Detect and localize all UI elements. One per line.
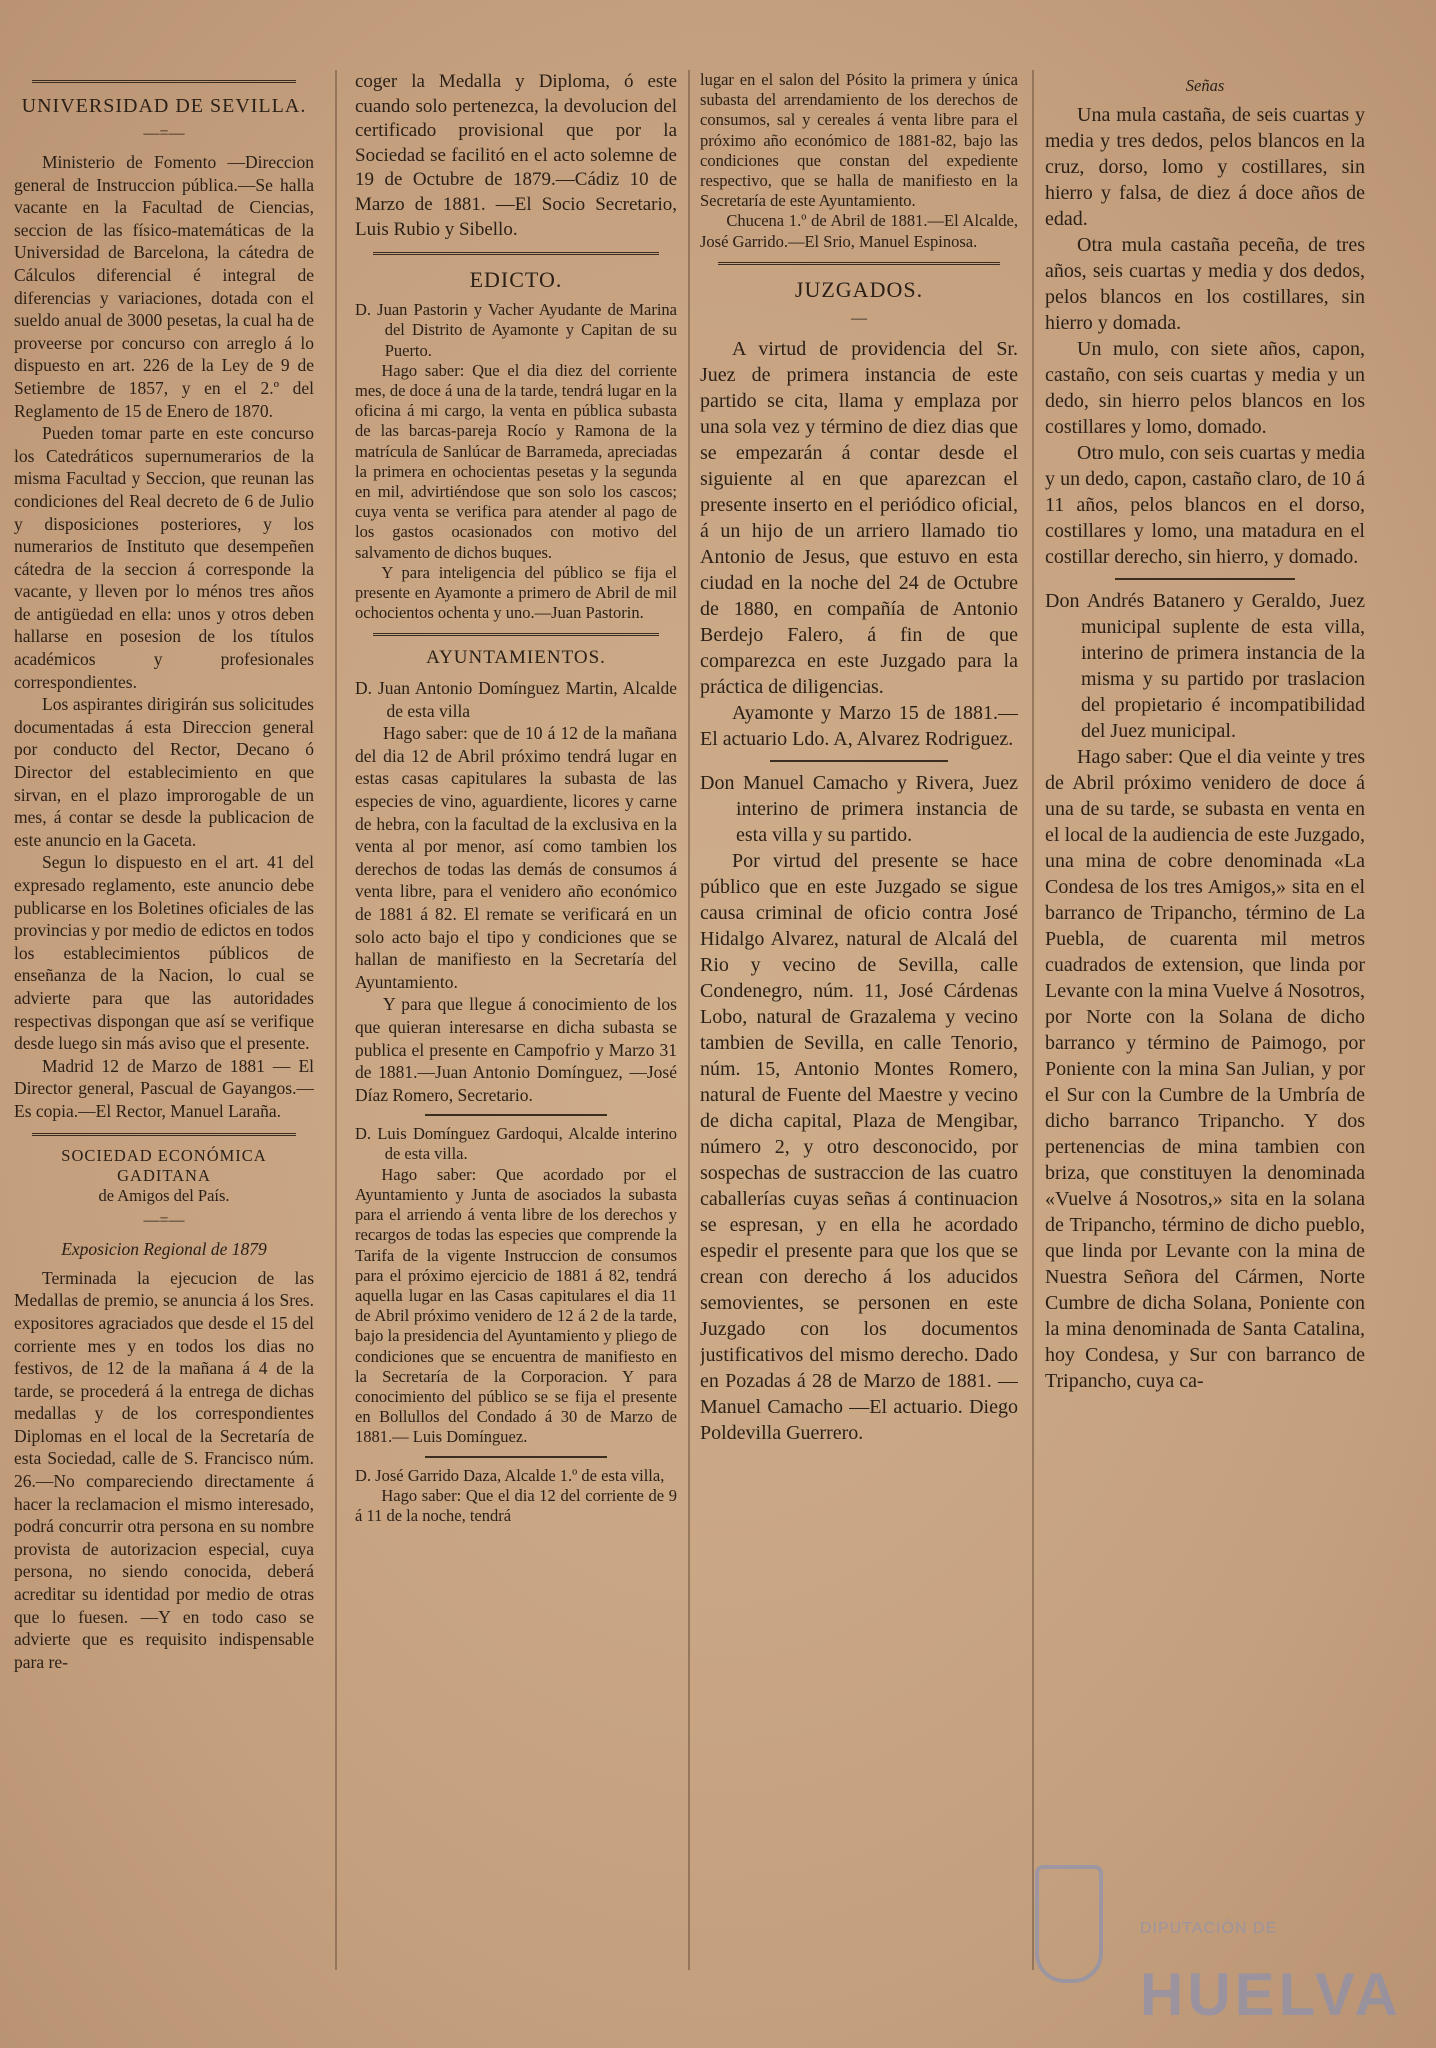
paragraph: D. Juan Pastorin y Vacher Ayudante de Marina del Distrito de Ayamonte y Capitan de su Puerto. xyxy=(355,300,677,360)
heading-dash: —=— xyxy=(143,1212,185,1230)
paragraph: A virtud de providencia del Sr. Juez de primera instancia de este partido se cita, llama y emplaza por una sola vez y término de diez dias que se empezarán á contar desde el siguiente al en que aparezcan el presente inserto en el periódico oficial, á un hijo de un arriero llamado tio Antonio de Jesus, que estuvo en esta ciudad en la noche del 24 de Octubre de 1880, en compañía de Antonio Berdejo Falero, á fin de que comparezca en este Juzgado para la práctica de diligencias. xyxy=(700,337,1018,698)
section-rule xyxy=(32,1133,296,1136)
column-4 xyxy=(1045,70,1365,2045)
paragraph: Por virtud del presente se hace público que en este Juzgado se sigue causa criminal de oficio contra José Hidalgo Alvarez, natural de Alcalá del Rio y vecino de Sevilla, calle Condenegro, núm. 11, José Cárdenas Lobo, natural de Grazalema y vecino tambien de Sevilla, en calle Tenorio, núm. 15, Antonio Montes Romero, natural de Fuente del Maestre y vecino de dicha capital, Plaza de Mengibar, número 2, y otro desconocido, por sospechas de sustraccion de las cuatro caballerías cuyas señas á continuacion se espresan, y en ella he acordado espedir el presente para que los que se crean con derecho á los aducidos semovientes, se personen en este Juzgado con los documentos justificativos del mismo derecho. Dado en Pozadas á 28 de Marzo de 1881. —Manuel Camacho —El actuario. Diego Poldevilla Guerrero. xyxy=(700,849,1018,1444)
heading-juzgados: JUZGADOS. xyxy=(794,276,924,302)
heading-ayuntamientos: AYUNTAMIENTOS. xyxy=(426,647,606,669)
shield-icon xyxy=(1035,1865,1103,1983)
paragraph: Otro mulo, con seis cuartas y media y un dedo, capon, castaño claro, de 10 á 11 años, pelos blancos en el dorso, costillares y lomo, una matadura en el costillar derecho, sin hierro, y domado. xyxy=(1045,442,1365,569)
paragraph: Un mulo, con siete años, capon, castaño, con seis cuartas y media y un dedo, sin hierro pelos blancos en los costillares y lomo, domado. xyxy=(1045,338,1365,439)
heading-dash: — xyxy=(851,309,867,327)
section-rule xyxy=(32,80,296,83)
column-rule xyxy=(335,70,337,1970)
paragraph: Ayamonte y Marzo 15 de 1881.—El actuario Ldo. A, Alvarez Rodriguez. xyxy=(700,701,1018,750)
paragraph: Terminada la ejecucion de las Medallas de premio, se anuncia á los Sres. expositores agraciados que desde el 15 del corriente mes y en todos los dias no festivos, de 12 de la mañana á 4 de la tarde, se procederá á la entrega de dichas medallas y de los correspondientes Diplomas en el local de la Secretaría de esta Sociedad, calle de S. Francisco núm. 26.—No compareciendo directamente á hacer la reclamacion el mismo interesado, podrá concurrir otra persona en su nombre provista de autorizacion especial, cuya persona, no siendo conocida, deberá acreditar su identidad por medio de otras que lo fuesen. —Y en todo caso se advierte que es requisito indispensable para re- xyxy=(14,1267,314,1672)
paragraph: coger la Medalla y Diploma, ó este cuando solo pertenezca, la devolucion del certificado provisional que por la Sociedad se facilitó en el acto solemne de 19 de Octubre de 1879.—Cádiz 10 de Marzo de 1881. —El Socio Secretario, Luis Rubio y Sibello. xyxy=(355,71,677,240)
column-3 xyxy=(700,70,1018,2045)
paragraph: Y para inteligencia del público se fija el presente en Ayamonte a primero de Abril de mil ochocientos ochenta y uno.—Juan Pastorin. xyxy=(355,562,677,623)
section-rule xyxy=(373,633,659,636)
paragraph: Ministerio de Fomento —Direccion general de Instruccion pública.—Se halla vacante en la Facultad de Ciencias, seccion de las físico-matemáticas de la Universidad de Barcelona, la cátedra de Cálculos diferencial é integral de diferencias y variaciones, dotada con el sueldo anual de 3000 pesetas, la cual ha de proveerse por concurso con arreglo á lo dispuesto en art. 226 de la Ley de 9 de Setiembre de 1857, y en el 2.º del Reglamento de 15 de Enero de 1870. xyxy=(14,152,314,421)
heading-edicto: EDICTO. xyxy=(469,267,563,293)
paragraph: Hago saber: Que el dia 12 del corriente de 9 á 11 de la noche, tendrá xyxy=(355,1485,677,1525)
paragraph: Don Andrés Batanero y Geraldo, Juez municipal suplente de esta villa, interino de primera instancia de la misma y su partido por traslacion del propietario é incompatibilidad del Juez municipal. xyxy=(1045,590,1365,743)
paragraph: Madrid 12 de Marzo de 1881 — El Director general, Pascual de Gayangos.—Es copia.—El Rector, Manuel Laraña. xyxy=(14,1055,314,1121)
heading-universidad: UNIVERSIDAD DE SEVILLA. xyxy=(21,95,307,117)
section-rule xyxy=(1115,578,1295,580)
paragraph: Chucena 1.º de Abril de 1881.—El Alcalde, José Garrido.—El Srio, Manuel Espinosa. xyxy=(700,211,1018,251)
column-rule xyxy=(688,70,690,1970)
heading-dash: —=— xyxy=(143,125,185,142)
watermark-huelva: HUELVA xyxy=(1140,1961,1402,2028)
paragraph: Una mula castaña, de seis cuartas y media y tres dedos, pelos blancos en la cruz, dorso, lomo y costillares, sin hierro y falsa, de diez á doce años de edad. xyxy=(1045,104,1365,231)
heading-sociedad: SOCIEDAD ECONÓMICA GADITANA xyxy=(61,1145,267,1185)
paragraph: Segun lo dispuesto en el art. 41 del expresado reglamento, este anuncio debe publicarse en los Boletines oficiales de las provincias y por medio de edictos en todos los establecimientos públicos de enseñanza de la Nacion, lo cual se advierte para que las autoridades respectivas dispongan que así se verifique desde luego sin más aviso que el presente. xyxy=(14,852,314,1054)
heading-senas: Señas xyxy=(1185,76,1225,95)
paragraph: Don Manuel Camacho y Rivera, Juez interino de primera instancia de esta villa y su partido. xyxy=(700,771,1018,846)
paragraph: Y para que llegue á conocimiento de los que quieran interesarse en dicha subasta se publica el presente en Campofrio y Marzo 31 de 1881.—Juan Antonio Domínguez, —José Díaz Romero, Secretario. xyxy=(355,994,677,1105)
column-rule xyxy=(1032,70,1034,1970)
paragraph: Otra mula castaña peceña, de tres años, seis cuartas y media y dos dedos, pelos blancos en los costillares, sin hierro y domada. xyxy=(1045,234,1365,335)
column-1 xyxy=(14,70,314,2045)
column-2 xyxy=(355,70,677,2045)
paragraph: lugar en el salon del Pósito la primera y única subasta del arrendamiento de los derechos de consumos, sal y cereales á venta libre para el próximo año económico de 1881-82, bajo las condiciones que constan del expediente respectivo, que se halla de manifiesto en la Secretaría de este Ayuntamiento. xyxy=(700,70,1018,211)
heading-sociedad-sub: de Amigos del País. xyxy=(98,1185,230,1205)
section-rule xyxy=(425,1114,607,1116)
watermark-subtext: DIPUTACIÓN DE xyxy=(1140,1920,1278,1937)
section-rule xyxy=(425,1456,607,1458)
paragraph: Hago saber: que de 10 á 12 de la mañana del dia 12 de Abril próximo tendrá lugar en estas casas capitulares la subasta de las especies de vino, aguardiente, licores y carne de hebra, con la facultad de la exclusiva en la venta al por menor, así como tambien los derechos de todas las demás de consumos á venta libre, para el venidero año económico de 1881 á 82. El remate se verificará en un solo acto bajo el tipo y condiciones que se hallan de manifiesto en la Secretaría del Ayuntamiento. xyxy=(355,723,677,992)
paragraph: D. Juan Antonio Domínguez Martin, Alcalde de esta villa xyxy=(355,678,677,721)
paragraph: Pueden tomar parte en este concurso los Catedráticos supernumerarios de la misma Facultad y Seccion, que reunan las condiciones del Real decreto de 6 de Julio y disposiciones posteriores, y los numerarios de Instituto que desempeñen cátedra de la seccion á corresponde la vacante, y lleven por lo ménos tres años de antigüedad en ella: unos y otros deben hallarse en posesion de los títulos académicos y profesionales correspondientes. xyxy=(14,423,314,692)
paragraph: Hago saber: Que el dia diez del corriente mes, de doce á una de la tarde, tendrá lugar en la oficina á mi cargo, la venta en pública subasta de las barcas-pareja Rocío y Ramona de la matrícula de Sanlúcar de Barrameda, apreciadas la primera en ochocientas pesetas y la segunda en mil, advirtiéndose que son solo los cascos; cuya venta se verifica para atender al pago de los gastos ocasionados con motivo del salvamento de dichos buques. xyxy=(355,360,677,562)
section-rule xyxy=(373,252,659,255)
heading-exposicion: Exposicion Regional de 1879 xyxy=(61,1239,267,1260)
paragraph: D. Luis Domínguez Gardoqui, Alcalde interino de esta villa. xyxy=(355,1124,677,1164)
section-rule xyxy=(770,760,948,762)
archive-watermark xyxy=(1015,1860,1402,2040)
paragraph: Los aspirantes dirigirán sus solicitudes documentadas á esta Direccion general por conducto del Rector, Decano ó Director del establecimiento en que sirvan, en el plazo improrogable de un mes, á contar se desde la publicacion de este anuncio en la Gaceta. xyxy=(14,694,314,850)
paragraph: Hago saber: Que el dia veinte y tres de Abril próximo venidero de doce á una de su tarde, se subasta en venta en el local de la audiencia de este Juzgado, una mina de cobre denominada «La Condesa de los tres Amigos,» sita en el barranco de Tripancho, término de La Puebla, de cuarenta mil metros cuadrados de extension, que linda por Levante con la mina Vuelve á Nosotros, por Norte con la Solana de dicho barranco y término de Paimogo, por Poniente con la mina San Julian, y por el Sur con la Cumbre de la Umbría de dicho barranco Tripancho. Y dos pertenencias de mina tambien con briza, que constituyen la denominada «Vuelve á Nosotros,» sita en la solana de Tripancho, término de dicho pueblo, que linda por Levante con la mina de Nuestra Señora del Cármen, Norte Cumbre de dicha Solana, Poniente con la mina denominada de Santa Catalina, hoy Condesa, y Sur con barranco de Tripancho, cuya ca- xyxy=(1045,746,1365,1393)
paragraph: Hago saber: Que acordado por el Ayuntamiento y Junta de asociados la subasta para el arriendo á venta libre de los derechos y recargos de todas las especies que comprende la Tarifa de la vigente Instruccion de consumos para el próximo ejercicio de 1881 á 82, tendrá aquella lugar en las Casas capitulares el dia 11 de Abril próximo venidero de 12 á 2 de la tarde, bajo la presidencia del Ayuntamiento y pliego de condiciones que se encuentra de manifiesto en la Secretaría de la Corporacion. Y para conocimiento del público se se fija el presente en Bollullos del Condado á 30 de Marzo de 1881.— Luis Domínguez. xyxy=(355,1164,677,1447)
section-rule xyxy=(718,262,1000,265)
paragraph: D. José Garrido Daza, Alcalde 1.º de esta villa, xyxy=(355,1465,665,1485)
